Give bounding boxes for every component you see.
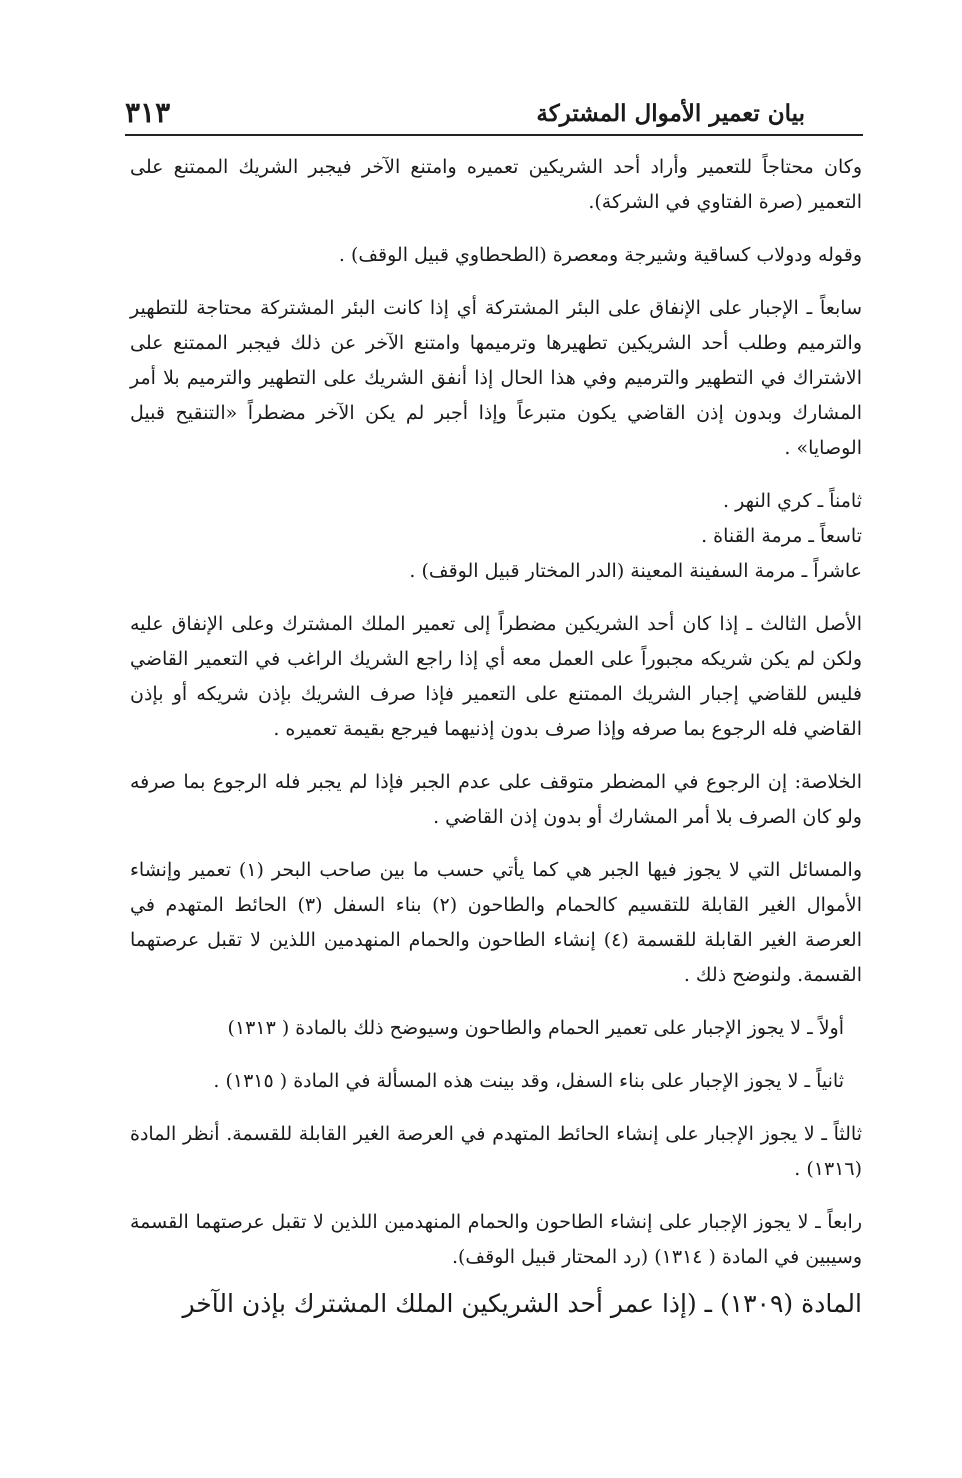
list-item-10: عاشراً ـ مرمة السفينة المعينة (الدر المختار قبيل الوقف) . — [409, 560, 862, 582]
numbered-item-1: أولاً ـ لا يجوز الإجبار على تعمير الحمام والطاحون وسيوضح ذلك بالمادة ( ١٣١٣) — [227, 1017, 844, 1039]
paragraph-4: الأصل الثالث ـ إذا كان أحد الشريكين مضطراً إلى تعمير الملك المشترك وعلى الإنفاق عليه ولكن لم يكن شريكه مجبوراً على العمل معه أي إذا راجع الشريك الراغب في التعمير القاضي فليس للقاضي إجبار الشريك الممتنع على التعمير فإذا صرف الشريك بإذن شريكه أو بإذن القاضي فله الرجوع بما صرفه وإذا صرف بدون إذنيهما فيرجع بقيمة تعميره . — [130, 613, 862, 740]
numbered-item-2: ثانياً ـ لا يجوز الإجبار على بناء السفل، وقد بينت هذه المسألة في المادة ( ١٣١٥) . — [213, 1070, 844, 1092]
paragraph-1: وكان محتاجاً للتعمير وأراد أحد الشريكين تعميره وامتنع الآخر فيجبر الشريك الممتنع على التعمير (صرة الفتاوي في الشركة). — [130, 156, 862, 213]
list-block — [130, 484, 862, 589]
numbered-item-4: رابعاً ـ لا يجوز الإجبار على إنشاء الطاحون والحمام المنهدمين اللذين لا تقبل عرصتهما القسمة وسيبين في المادة ( ١٣١٤) (رد المحتار قبيل الوقف). — [130, 1211, 862, 1268]
running-head: بيان تعمير الأموال المشتركة — [536, 100, 805, 127]
paragraph-5: الخلاصة: إن الرجوع في المضطر متوقف على عدم الجبر فإذا لم يجبر فله الرجوع بما صرفه ولو كان الصرف بلا أمر المشارك أو بدون إذن القاضي . — [130, 771, 862, 828]
list-item-9: تاسعاً ـ مرمة القناة . — [701, 525, 862, 547]
paragraph-6: والمسائل التي لا يجوز فيها الجبر هي كما يأتي حسب ما بين صاحب البحر (١) تعمير وإنشاء الأموال الغير القابلة للتقسيم كالحمام والطاحون (٢) بناء السفل (٣) الحائط المتهدم في العرصة الغير القابلة للقسمة (٤) إنشاء الطاحون والحمام المنهدمين اللذين لا تقبل عرصتهما القسمة. ولنوضح ذلك . — [130, 859, 862, 986]
paragraph-2: وقوله ودولاب كساقية وشيرجة ومعصرة (الطحطاوي قبيل الوقف) . — [338, 244, 862, 266]
page-number: ٣١٣ — [125, 96, 171, 129]
numbered-item-3: ثالثاً ـ لا يجوز الإجبار على إنشاء الحائط المتهدم في العرصة الغير القابلة للقسمة. أنظر المادة (١٣١٦) . — [130, 1123, 862, 1180]
page-body — [130, 150, 862, 1293]
header-rule — [125, 134, 863, 136]
article-heading: المادة (١٣٠٩) ـ (إذا عمر أحد الشريكين الملك المشترك بإذن الآخر — [182, 1289, 862, 1318]
page-header — [125, 96, 863, 132]
paragraph-3: سابعاً ـ الإجبار على الإنفاق على البئر المشتركة أي إذا كانت البئر المشتركة محتاجة للتطهير والترميم وطلب أحد الشريكين تطهيرها وترميمها وامتنع الآخر عن ذلك فيجبر الممتنع على الاشتراك في التطهير والترميم وفي هذا الحال إذا أنفق الشريك على التطهير والترميم بلا أمر المشارك وبدون إذن القاضي يكون متبرعاً وإذا أجبر لم يكن الآخر مضطراً «التنقيح قبيل الوصايا» . — [130, 297, 862, 459]
list-item-8: ثامناً ـ كري النهر . — [723, 490, 862, 512]
